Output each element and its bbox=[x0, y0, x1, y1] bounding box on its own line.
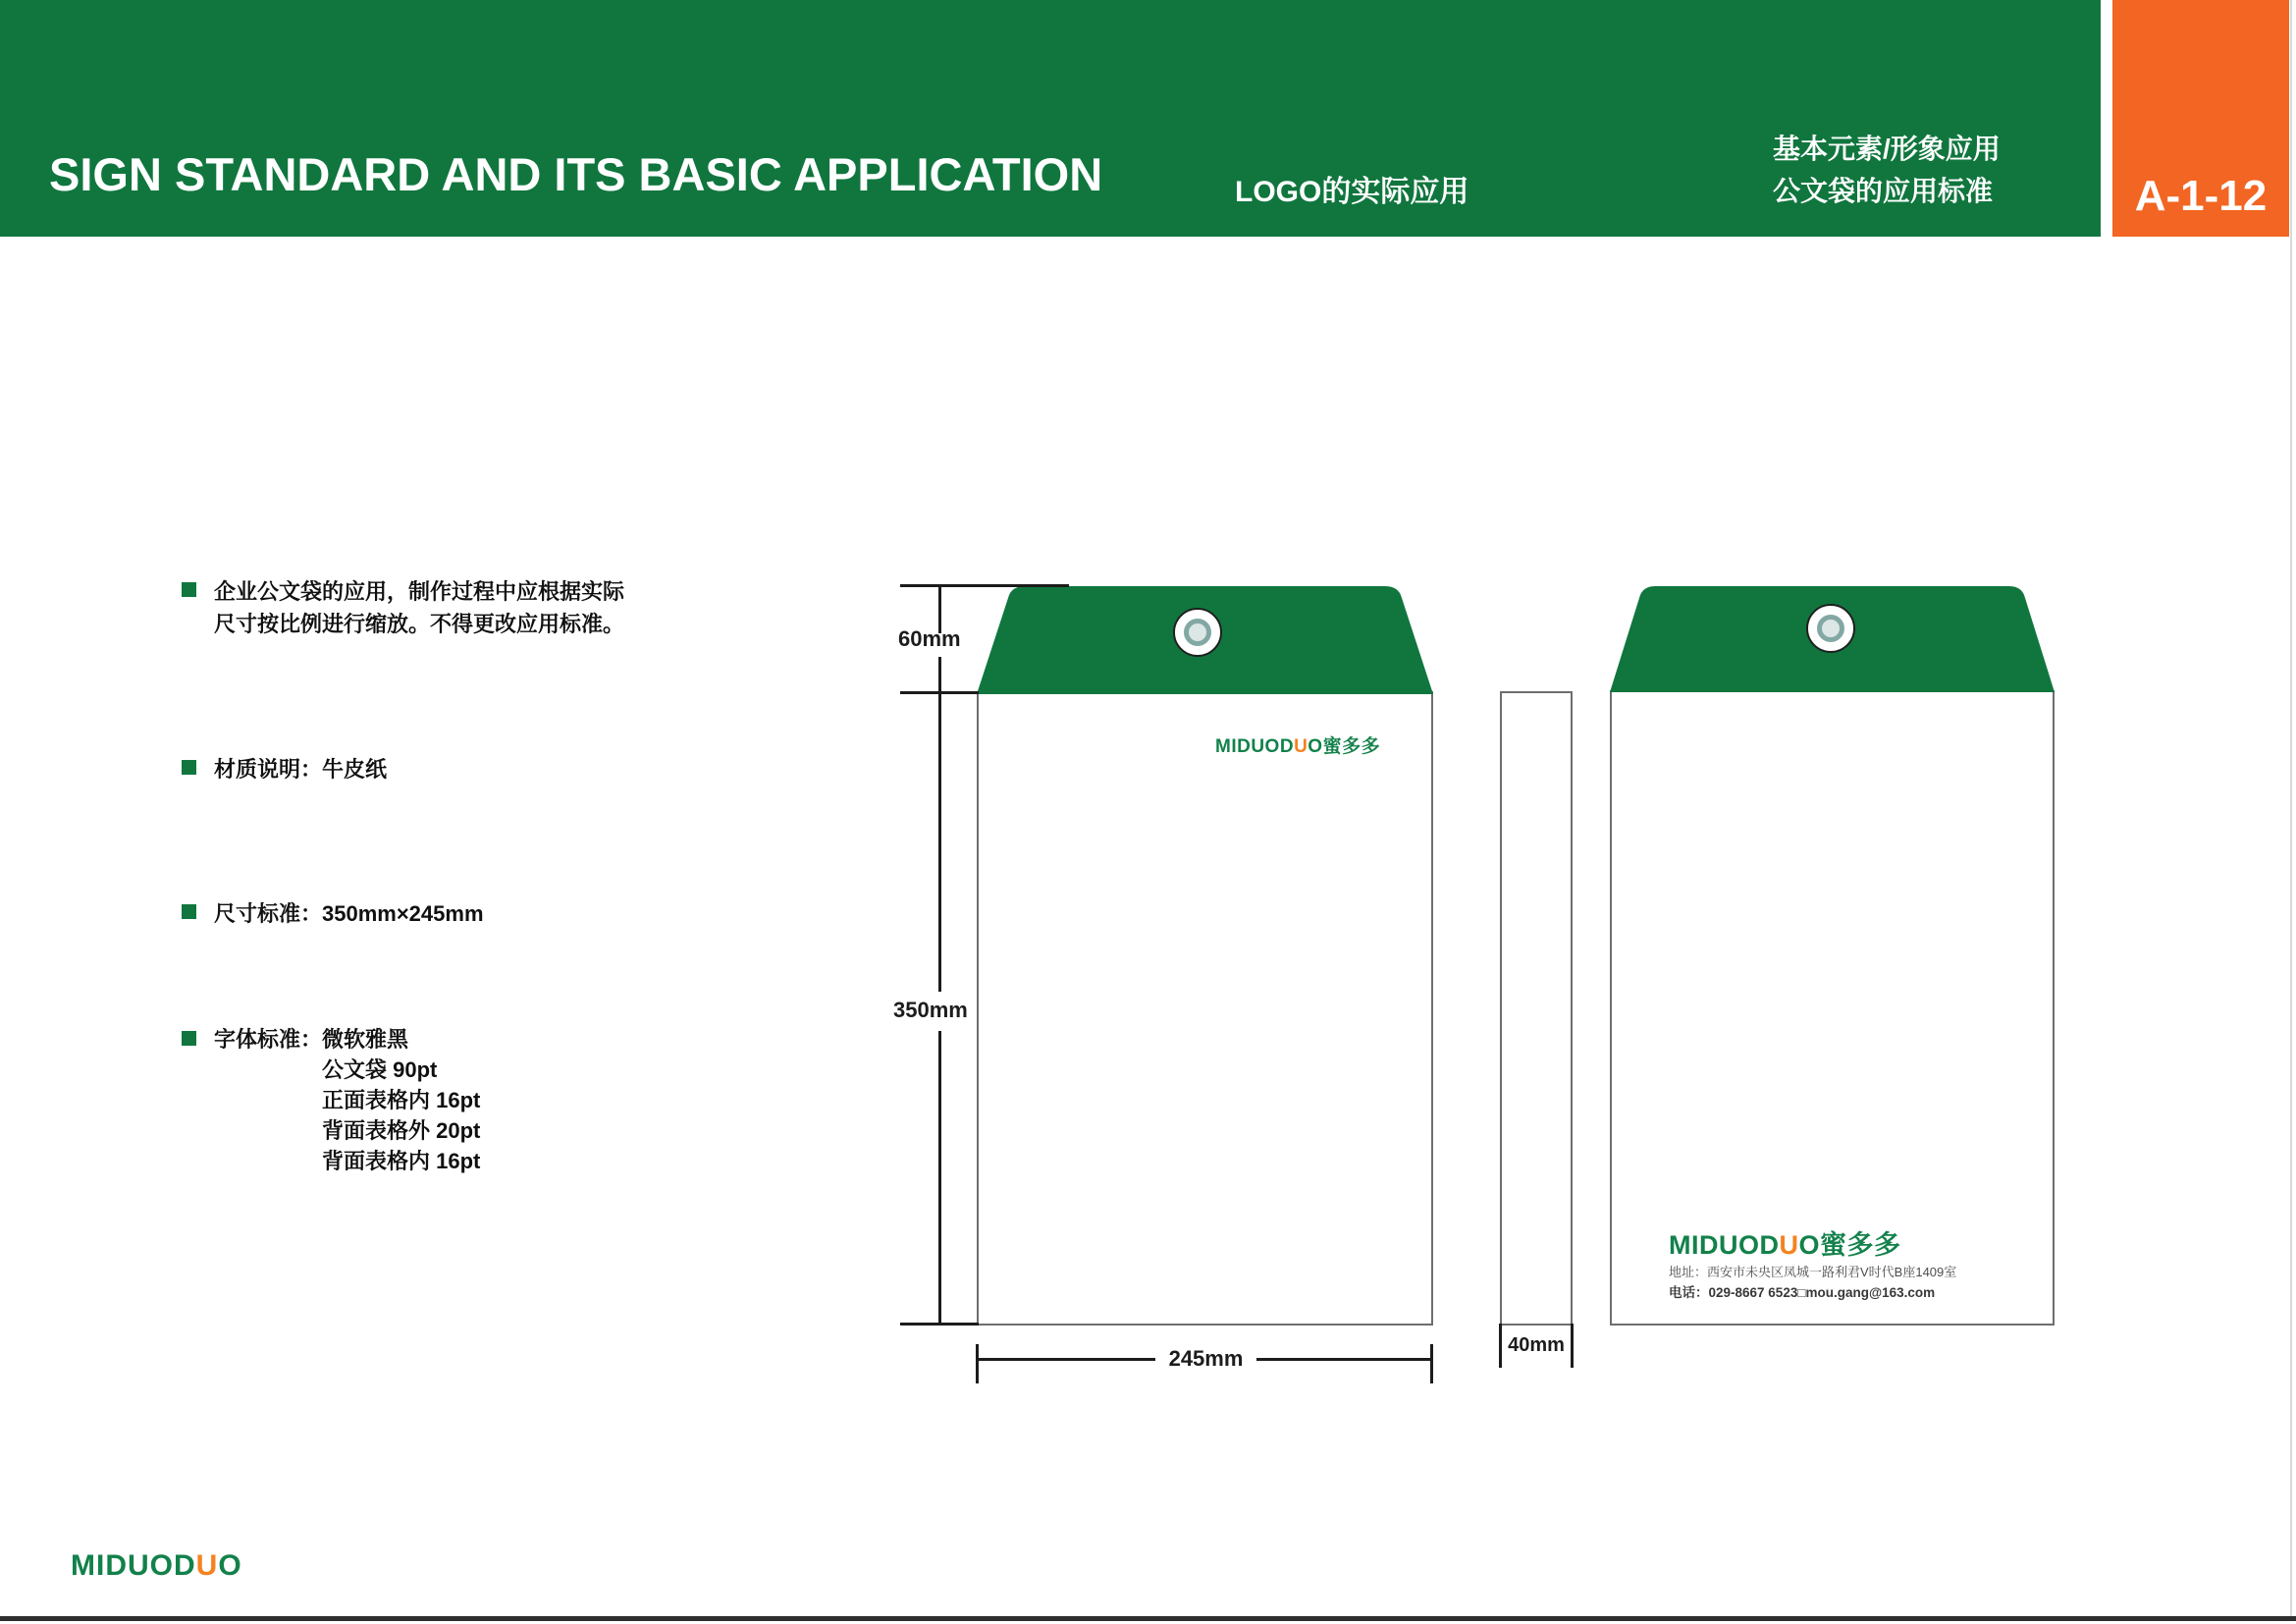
note-subline: 背面表格外 20pt bbox=[322, 1118, 481, 1143]
note-font-standard bbox=[182, 1024, 480, 1176]
header-category-line2: 公文袋的应用标准 bbox=[1773, 176, 1994, 206]
dim-label-350mm: 350mm bbox=[893, 998, 968, 1022]
note-line: 企业公文袋的应用，制作过程中应根据实际 bbox=[214, 579, 625, 604]
envelope-side-gusset bbox=[1500, 691, 1573, 1326]
clasp-ring-icon bbox=[1817, 615, 1844, 642]
footer-brand-logo bbox=[71, 1549, 242, 1583]
note-line: 尺寸按比例进行缩放。不得更改应用标准。 bbox=[214, 612, 625, 636]
envelope-back-address: 地址：西安市未央区凤城一路利君V时代B座1409室 bbox=[1669, 1265, 1957, 1279]
dim-line bbox=[938, 694, 941, 992]
envelope-front-brand-logo bbox=[1215, 731, 1380, 758]
dim-line bbox=[900, 1323, 979, 1326]
page-code-text: A-1-12 bbox=[2134, 172, 2268, 220]
envelope-front-clasp-icon bbox=[1173, 608, 1222, 657]
clasp-ring-icon bbox=[1184, 619, 1211, 646]
logo-accent-letter: U bbox=[1779, 1230, 1799, 1260]
logo-chinese: 蜜多多 bbox=[1820, 1230, 1901, 1260]
logo-latin: MIDUOD bbox=[1669, 1230, 1780, 1260]
note-bullet-square bbox=[182, 1031, 196, 1046]
dim-label-40mm: 40mm bbox=[1508, 1334, 1565, 1356]
logo-latin: O bbox=[218, 1549, 242, 1582]
logo-latin: O bbox=[1798, 1230, 1821, 1260]
logo-latin: MIDUOD bbox=[1215, 736, 1295, 757]
header-bar bbox=[0, 0, 2101, 237]
envelope-back-brand-logo bbox=[1669, 1223, 1901, 1262]
header-category-line1: 基本元素/形象应用 bbox=[1773, 134, 2001, 164]
envelope-back-clasp-icon bbox=[1806, 604, 1855, 653]
note-text bbox=[214, 1024, 480, 1176]
dim-line bbox=[1430, 1344, 1433, 1383]
note-material bbox=[182, 753, 387, 785]
dim-line bbox=[900, 584, 1069, 587]
logo-latin: MIDUOD bbox=[71, 1549, 196, 1582]
dim-line bbox=[938, 657, 941, 694]
note-line: 字体标准：微软雅黑 bbox=[214, 1027, 409, 1052]
note-bullet-square bbox=[182, 760, 196, 775]
logo-latin: O bbox=[1308, 736, 1323, 757]
dim-line bbox=[976, 1344, 979, 1383]
dim-line bbox=[938, 1031, 941, 1326]
page-code-badge bbox=[2112, 0, 2289, 237]
note-bullet-square bbox=[182, 904, 196, 919]
header-category bbox=[1773, 128, 2001, 212]
page-right-border bbox=[2290, 0, 2292, 1621]
note-text bbox=[214, 753, 387, 785]
note-application bbox=[182, 575, 624, 640]
note-subline: 正面表格内 16pt bbox=[322, 1088, 481, 1112]
note-line: 尺寸标准：350mm×245mm bbox=[214, 901, 484, 926]
note-subline: 背面表格内 16pt bbox=[322, 1149, 481, 1173]
dim-label-245mm: 245mm bbox=[1168, 1346, 1244, 1371]
page-title: SIGN STANDARD AND ITS BASIC APPLICATION bbox=[49, 148, 1103, 200]
note-bullet-square bbox=[182, 582, 196, 597]
envelope-front-body bbox=[977, 691, 1433, 1326]
dim-line bbox=[1256, 1358, 1433, 1361]
note-line: 材质说明：牛皮纸 bbox=[214, 757, 388, 782]
envelope-back-phone: 电话：029-8667 6523□mou.gang@163.com bbox=[1669, 1285, 1936, 1300]
note-subline: 公文袋 90pt bbox=[322, 1057, 438, 1082]
header-subtitle: LOGO的实际应用 bbox=[1235, 176, 1469, 208]
logo-chinese: 蜜多多 bbox=[1322, 736, 1381, 757]
note-size-standard bbox=[182, 897, 484, 930]
page-bottom-border bbox=[0, 1616, 2296, 1621]
logo-accent-letter: U bbox=[1294, 736, 1308, 757]
note-text bbox=[214, 897, 484, 930]
note-text bbox=[214, 575, 624, 640]
dim-line bbox=[976, 1358, 1155, 1361]
logo-accent-letter: U bbox=[195, 1549, 219, 1582]
dim-label-60mm: 60mm bbox=[898, 626, 961, 651]
